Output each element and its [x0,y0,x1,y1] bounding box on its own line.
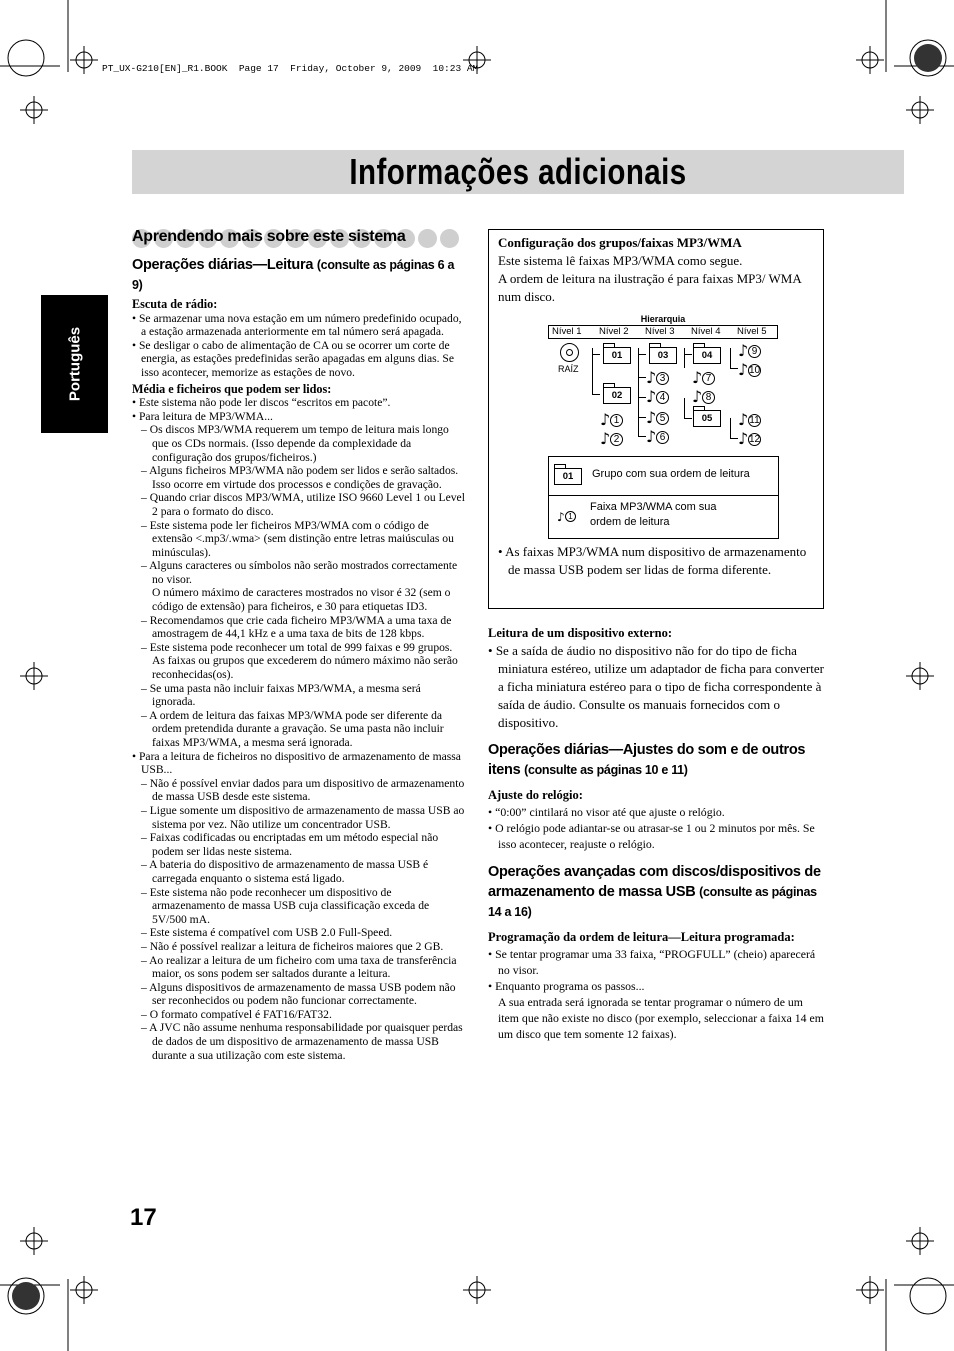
list-item: • “0:00” cintilará no visor até que ajuste o relógio. [488,805,725,819]
page-title: Informações adicionais [349,151,687,192]
list-item: • O relógio pode adiantar-se ou atrasar-se 1 ou 2 minutos por mês. Se isso acontecer, reajuste o relógio. [488,821,815,851]
track-number: 10 [749,365,761,376]
track-note-icon: ♪ [646,387,657,406]
list-item: – Este sistema é compatível com USB 2.0 Full-Speed. [141,926,393,940]
list-item: • Se desligar o cabo de alimentação de CA ou se ocorrer um corte de energia, as estações predefinidas serão apagadas em alguns dias. Se isso acontecer, memorize as estações de novo. [132,338,455,379]
list-item: – Recomendamos que crie cada ficheiro MP3/WMA a uma taxa de amostragem de 44,1 kHz e a uma taxa de bits de 128 kbps. [141,613,452,641]
program-heading: Programação da ordem de leitura—Leitura programada: [488,930,795,944]
track-note-icon: ♪ [738,341,749,360]
diagram-legend [548,456,779,539]
list-item-continued: O número máximo de caracteres mostrados no visor é 32 (sem o código de extensão) para ficheiros, e 30 para etiquetas ID3. [152,586,451,614]
list-item: – Este sistema pode ler ficheiros MP3/WMA com o código de extensão <.mp3/.wma> (sem distinção entre letras maiúsculas ou minúsculas). [141,518,454,559]
track-note-icon: ♪ [646,427,657,446]
clock-heading: Ajuste do relógio: [488,788,583,802]
media-heading: Média e ficheiros que podem ser lidos: [132,381,332,396]
track-number: 7 [702,372,715,385]
track-note-icon: ♪ [646,408,657,427]
section-heading: Aprendendo mais sobre este sistema [132,228,406,245]
title-band [132,150,904,194]
box-text [498,234,808,306]
list-item: – Alguns ficheiros MP3/WMA não podem ser lidos e serão saltados. Isso ocorre em virtude dos processos e condições de gravação. [141,464,459,491]
list-item: – O formato compatível é FAT16/FAT32. [141,1007,332,1021]
list-item: • Se tentar programar uma 33 faixa, “PROGFULL” (cheio) aparecerá no visor. [488,947,816,977]
levels-bar [548,325,778,339]
heading-advanced: Operações avançadas com discos/dispositivos de armazenamento de massa USB (consulte as páginas 14 a 16) [488,864,821,919]
list-item: • Para leitura de MP3/WMA... [132,409,273,423]
level-label: Nível 1 [552,326,582,337]
list-item: • Para a leitura de ficheiros no dispositivo de armazenamento de massa USB... [132,749,461,777]
track-number: 9 [748,345,761,358]
left-column [132,255,466,1062]
track-number: 5 [656,412,669,425]
group-folder: 02 [603,387,631,404]
list-item: – Alguns caracteres ou símbolos não serão mostrados correctamente no visor. [141,559,458,586]
legend-track-text: Faixa MP3/WMA com sua ordem de leitura [590,501,717,528]
list-item: – A ordem de leitura das faixas MP3/WMA pode ser diferente da ordem pretendida durante a gravação. Se uma pasta não incluir faixas MP3/WMA, a mesma será ignorada. [141,708,444,749]
radio-heading: Escuta de rádio: [132,297,218,311]
heading-sound-adjust: Operações diárias—Ajustes do som e de outros itens (consulte as páginas 10 e 11) [488,742,806,778]
track-number: 8 [702,391,715,404]
language-tab-label: Português [66,326,83,402]
track-note-icon: ♪ [738,429,749,448]
language-tab [41,295,108,433]
list-item: – Não é possível realizar a leitura de ficheiros maiores que 2 GB. [141,939,444,953]
list-item-continued: A sua entrada será ignorada se tentar programar o número de um item que não existe no disco (por exemplo, seleccionar a faixa 14 em um disco que tem somente 12 faixas). [498,995,824,1041]
group-folder: 04 [693,347,721,364]
track-number: 12 [749,434,761,445]
list-item: – A JVC não assume nenhuma responsabilidade por quaisquer perdas de dados de um dispositivo de armazenamento de massa USB durante a sua utilização com este sistema. [141,1021,463,1062]
list-item: • Se armazenar uma nova estação em um número predefinido ocupado, a estação armazenada anteriormente em tal número será apagada. [132,311,462,339]
list-item: • Este sistema não pode ler discos “escritos em pacote”. [132,396,391,410]
box-note: • As faixas MP3/WMA num dispositivo de armazenamento de massa USB podem ser lidas de forma diferente. [498,544,807,577]
right-column [488,624,824,1042]
group-folder: 01 [603,347,631,364]
box-intro-2: A ordem de leitura na ilustração é para faixas MP3/ WMA num disco. [498,271,802,304]
list-item: • Enquanto programa os passos... [488,979,645,993]
track-number: 3 [656,372,669,385]
list-item: – Este sistema pode reconhecer um total de 999 faixas e 99 grupos. As faixas ou grupos que excederem do número máximo não serão reconhecidas(os). [141,640,458,682]
list-item: – Quando criar discos MP3/WMA, utilize ISO 9660 Level 1 ou Level 2 para o formato do disco. [141,491,465,518]
group-folder: 03 [649,347,677,364]
legend-group-text: Grupo com sua ordem de leitura [592,468,750,480]
list-item: – Este sistema não pode reconhecer um dispositivo de armazenamento de massa USB cuja classificação exceda de 5V/500 mA. [141,885,430,926]
track-number: 6 [656,431,669,444]
track-number: 2 [610,433,623,446]
track-note-icon: ♪ [692,368,703,387]
mp3-config-box [488,229,824,609]
list-item: – Ligue somente um dispositivo de armazenamento de massa USB ao sistema por vez. Não utilize um concentrador USB. [141,803,465,831]
track-note-icon: ♪ [692,387,703,406]
heading-daily-play: Operações diárias—Leitura (consulte as páginas 6 a 9) [132,257,455,292]
legend-folder: 01 [554,468,582,485]
track-note-icon: ♪ [557,510,565,524]
list-item: – Alguns dispositivos de armazenamento de massa USB podem não ser reconhecidos ou podem não funcionar correctamente. [141,980,456,1008]
track-note-icon: ♪ [600,429,611,448]
track-note-icon: ♪ [738,410,749,429]
list-item: – Ao realizar a leitura de um ficheiro com uma taxa de transferência maior, os sons podem ser saltados durante a leitura. [141,953,457,981]
level-label: Nível 4 [691,326,721,337]
list-item: – Faixas codificadas ou encriptadas em um método especial não podem ser lidas neste sistema. [141,831,439,858]
group-folder: 05 [693,410,721,427]
hierarchy-diagram [548,314,778,448]
list-item: • Se a saída de áudio no dispositivo não for do tipo de ficha miniatura estéreo, utilize um adaptador de ficha para converter a ficha miniatura estéreo para o tipo de ficha correspondente à saída de áudio. Consulte os manuais fornecidos com o dispositivo. [488,643,824,730]
list-item: – Não é possível enviar dados para um dispositivo de armazenamento de massa USB desde este sistema. [141,776,465,804]
track-note-icon: ♪ [646,368,657,387]
track-number: 11 [749,415,760,426]
box-intro-1: Este sistema lê faixas MP3/WMA como segue. [498,253,743,268]
track-number: 1 [610,414,623,427]
disc-icon [560,343,579,362]
box-heading: Configuração dos grupos/faixas MP3/WMA [498,235,742,250]
list-item: – A bateria do dispositivo de armazenamento de massa USB é carregada enquanto o sistema está ligado. [141,858,429,885]
print-header: PT_UX-G210[EN]_R1.BOOK Page 17 Friday, October 9, 2009 10:23 AM [102,63,479,74]
level-label: Nível 2 [599,326,629,337]
list-item: – Os discos MP3/WMA requerem um tempo de leitura mais longo que os CDs normais. (Isso depende da complexidade da configuração dos grupos/ficheiros.) [141,423,449,464]
track-note-icon: ♪ [600,410,611,429]
track-note-icon: ♪ [738,360,749,379]
hierarchy-label: Hierarquia [640,314,686,324]
list-item: – Se uma pasta não incluir faixas MP3/WMA, a mesma será ignorada. [141,681,421,709]
ext-heading: Leitura de um dispositivo externo: [488,626,673,640]
section-heading-row [132,228,472,250]
level-label: Nível 3 [645,326,675,337]
track-number: 4 [656,391,669,404]
page-number: 17 [130,1204,157,1231]
root-label: RAÍZ [558,364,579,374]
legend-track-number: 1 [565,511,576,522]
level-label: Nível 5 [737,326,767,337]
